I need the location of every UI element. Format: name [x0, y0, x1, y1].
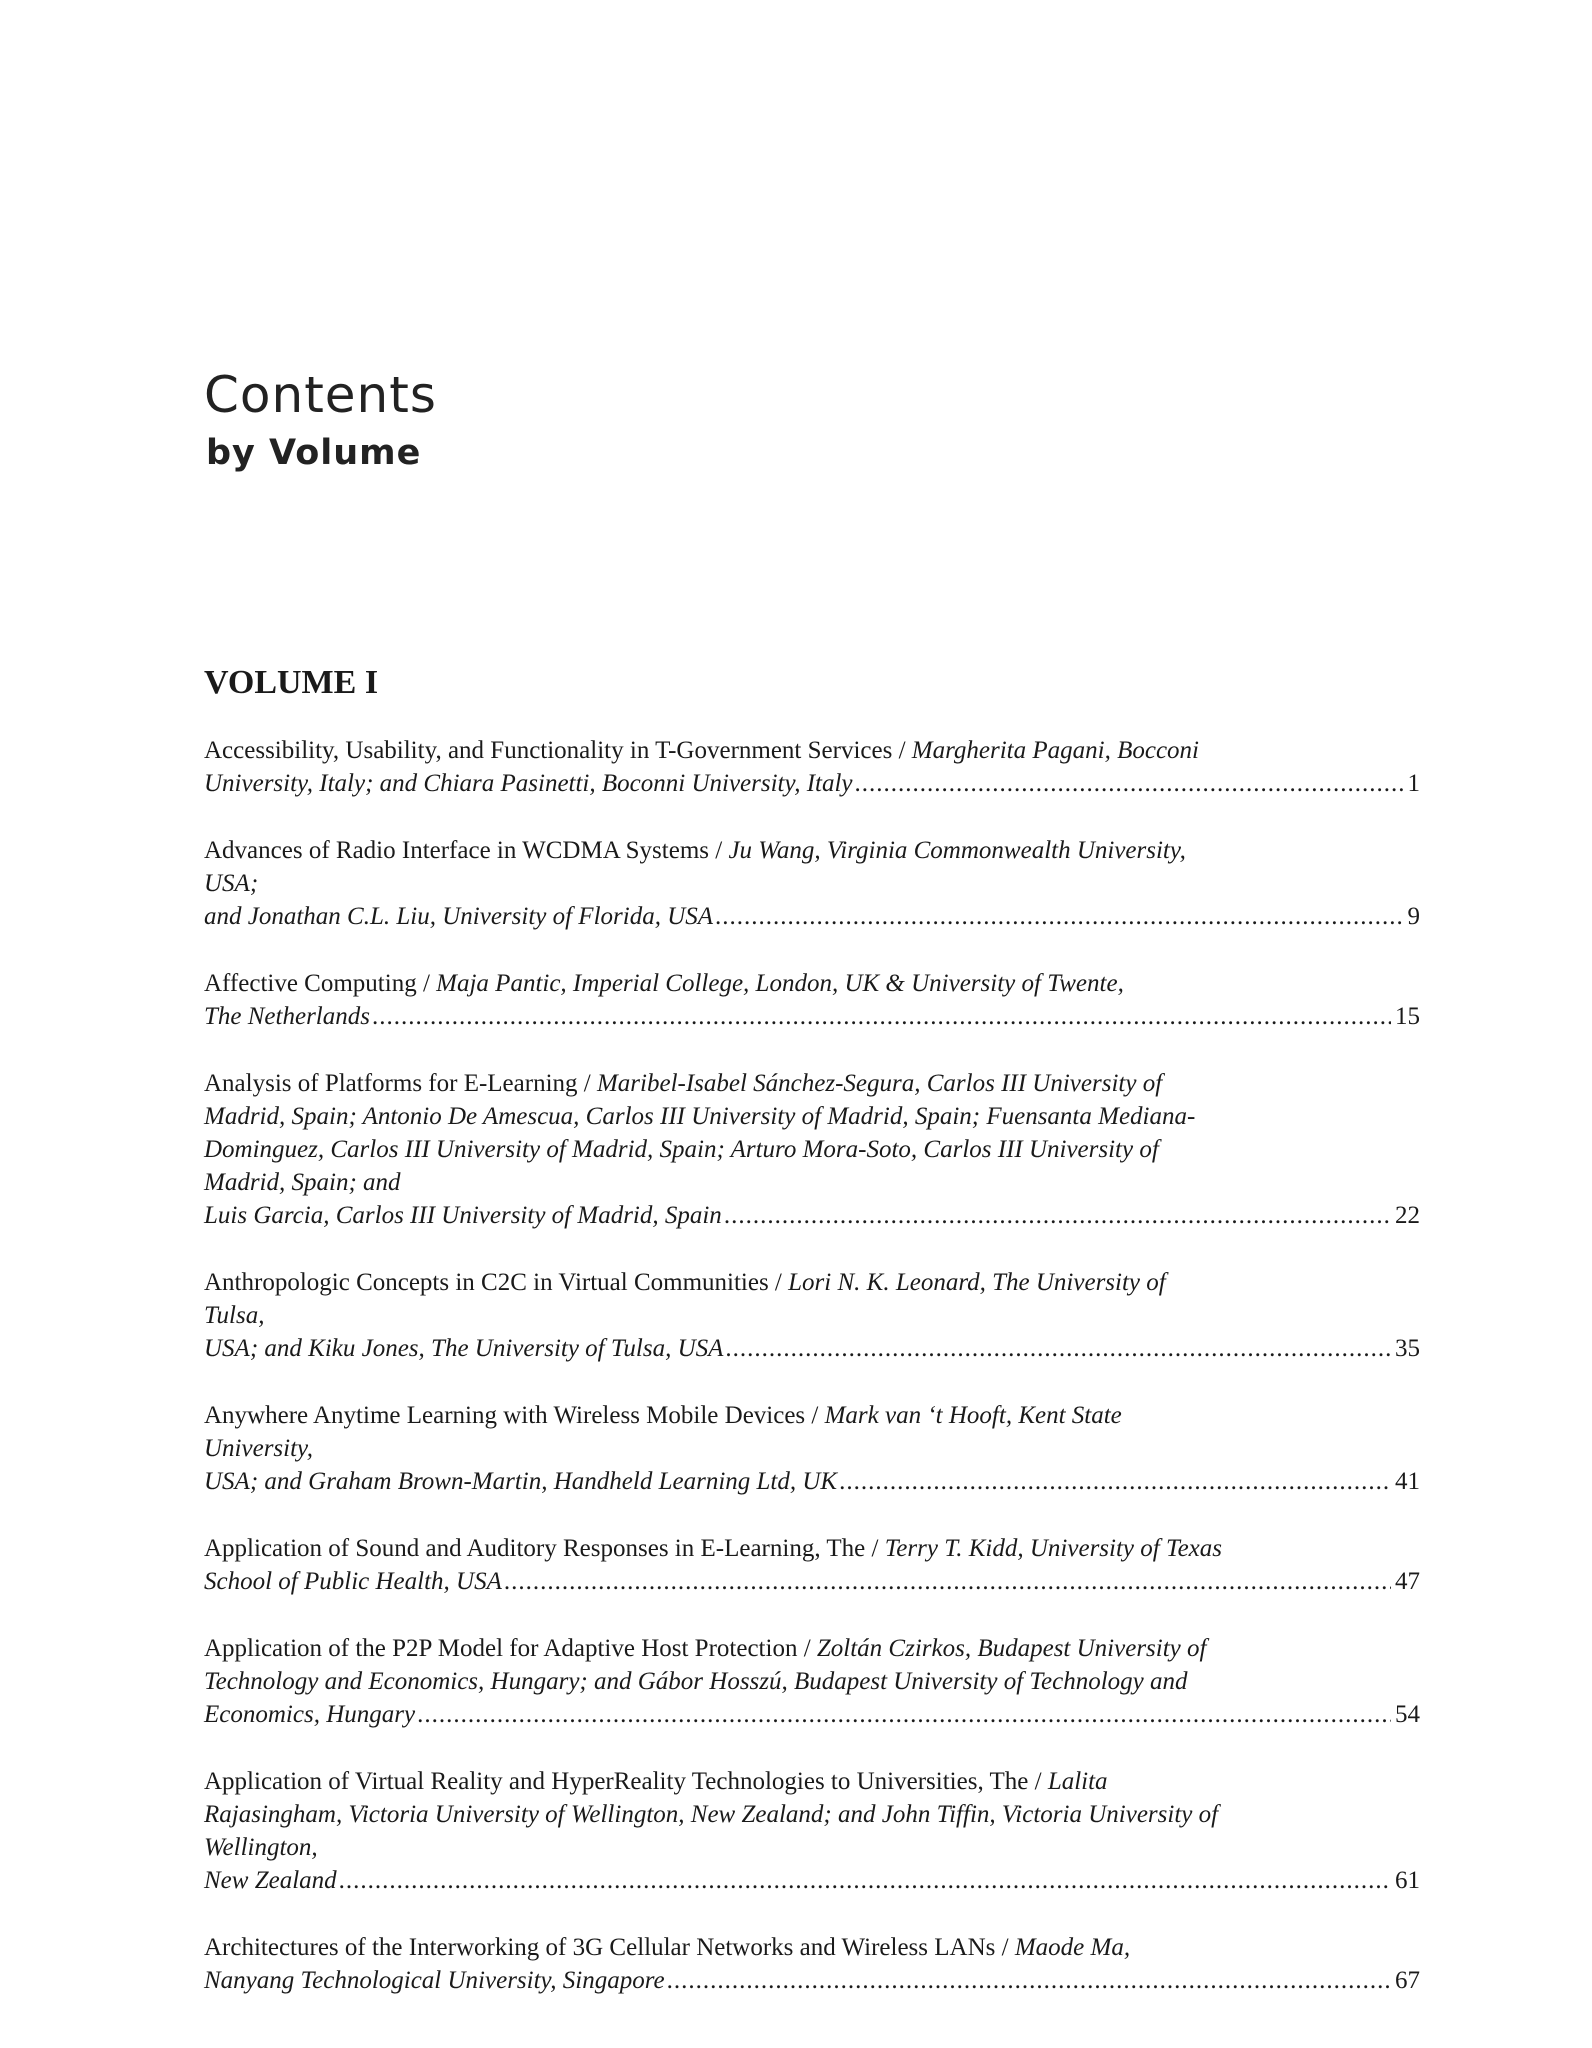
- entry-title: Architectures of the Interworking of 3G Cellular Networks and Wireless LANs /: [204, 1934, 1015, 1961]
- entry-authors: Maja Pantic, Imperial College, London, UK & University of Twente,: [436, 970, 1124, 997]
- dot-leader: [725, 1332, 1391, 1365]
- entry-authors-last-line: New Zealand: [204, 1867, 337, 1894]
- entry-authors-last-line: USA; and Graham Brown-Martin, Handheld Learning Ltd, UK: [204, 1468, 838, 1495]
- toc-entry[interactable]: [204, 1266, 1420, 1365]
- entry-title: Analysis of Platforms for E-Learning /: [204, 1070, 597, 1097]
- page-number: 1: [1407, 770, 1420, 797]
- entry-authors: Maribel-Isabel Sánchez-Segura, Carlos III University of Madrid, Spain; Antonio De Amescua, Carlos III University of Madrid, Spain; Fuensanta Mediana-Dominguez, Carlos III University of Madrid, Spain; Arturo Mora-Soto, Carlos III University of Madrid, Spain; and: [204, 1070, 1196, 1196]
- dot-leader: [855, 767, 1404, 800]
- page-number: 22: [1395, 1202, 1420, 1229]
- entry-authors-last-line: Nanyang Technological University, Singapore: [204, 1967, 665, 1994]
- volume-heading: VOLUME I: [204, 664, 379, 701]
- page-title: Contents: [204, 366, 437, 424]
- toc-entry[interactable]: [204, 1399, 1420, 1498]
- entry-title: Application of Virtual Reality and HyperReality Technologies to Universities, The /: [204, 1768, 1048, 1795]
- table-of-contents: [204, 734, 1420, 2031]
- entry-title: Anywhere Anytime Learning with Wireless Mobile Devices /: [204, 1402, 825, 1429]
- toc-entry[interactable]: [204, 1067, 1420, 1232]
- entry-title: Application of Sound and Auditory Responses in E-Learning, The /: [204, 1535, 885, 1562]
- entry-authors: Maode Ma,: [1014, 1934, 1131, 1961]
- page-number: 15: [1395, 1003, 1420, 1030]
- page-number: 41: [1395, 1468, 1420, 1495]
- entry-authors-last-line: USA; and Kiku Jones, The University of Tulsa, USA: [204, 1335, 724, 1362]
- entry-authors-last-line: School of Public Health, USA: [204, 1568, 502, 1595]
- toc-entry[interactable]: [204, 1532, 1420, 1598]
- entry-authors: Lori N. K. Leonard, The University of Tulsa,: [204, 1269, 1166, 1329]
- dot-leader: [667, 1964, 1391, 1997]
- dot-leader: [724, 1199, 1391, 1232]
- toc-entry[interactable]: [204, 1765, 1420, 1897]
- dot-leader: [372, 1000, 1391, 1033]
- toc-entry[interactable]: [204, 834, 1420, 933]
- entry-title: Accessibility, Usability, and Functionality in T-Government Services /: [204, 737, 912, 764]
- entry-title: Affective Computing /: [204, 970, 437, 997]
- entry-authors-last-line: and Jonathan C.L. Liu, University of Florida, USA: [204, 903, 714, 930]
- entry-authors: Mark van ‘t Hooft, Kent State University,: [204, 1402, 1122, 1462]
- dot-leader: [715, 900, 1403, 933]
- entry-authors-last-line: University, Italy; and Chiara Pasinetti, Boconni University, Italy: [204, 770, 853, 797]
- page-number: 47: [1395, 1568, 1420, 1595]
- dot-leader: [417, 1698, 1391, 1731]
- toc-entry[interactable]: [204, 1931, 1420, 1997]
- entry-authors: Lalita Rajasingham, Victoria University of Wellington, New Zealand; and John Tiffin, Victoria University of Wellington,: [204, 1768, 1219, 1861]
- entry-authors-last-line: The Netherlands: [204, 1003, 370, 1030]
- entry-authors-last-line: Luis Garcia, Carlos III University of Madrid, Spain: [204, 1202, 722, 1229]
- page-number: 9: [1407, 903, 1420, 930]
- entry-title: Advances of Radio Interface in WCDMA Systems /: [204, 837, 729, 864]
- page-subtitle: by Volume: [206, 433, 422, 473]
- entry-authors-last-line: Economics, Hungary: [204, 1701, 416, 1728]
- page-number: 61: [1395, 1867, 1420, 1894]
- entry-authors: Terry T. Kidd, University of Texas: [884, 1535, 1222, 1562]
- dot-leader: [504, 1565, 1391, 1598]
- entry-authors: Ju Wang, Virginia Commonwealth University, USA;: [204, 837, 1186, 897]
- dot-leader: [339, 1864, 1391, 1897]
- entry-title: Anthropologic Concepts in C2C in Virtual Communities /: [204, 1269, 789, 1296]
- page-number: 54: [1395, 1701, 1420, 1728]
- entry-authors: Margherita Pagani, Bocconi: [911, 737, 1199, 764]
- page-number: 67: [1395, 1967, 1420, 1994]
- entry-authors: Zoltán Czirkos, Budapest University of Technology and Economics, Hungary; and Gábor Hosszú, Budapest University of Technology and: [204, 1635, 1207, 1695]
- toc-entry[interactable]: [204, 967, 1420, 1033]
- dot-leader: [839, 1465, 1391, 1498]
- toc-entry[interactable]: [204, 734, 1420, 800]
- page-number: 35: [1395, 1335, 1420, 1362]
- entry-title: Application of the P2P Model for Adaptive Host Protection /: [204, 1635, 817, 1662]
- toc-entry[interactable]: [204, 1632, 1420, 1731]
